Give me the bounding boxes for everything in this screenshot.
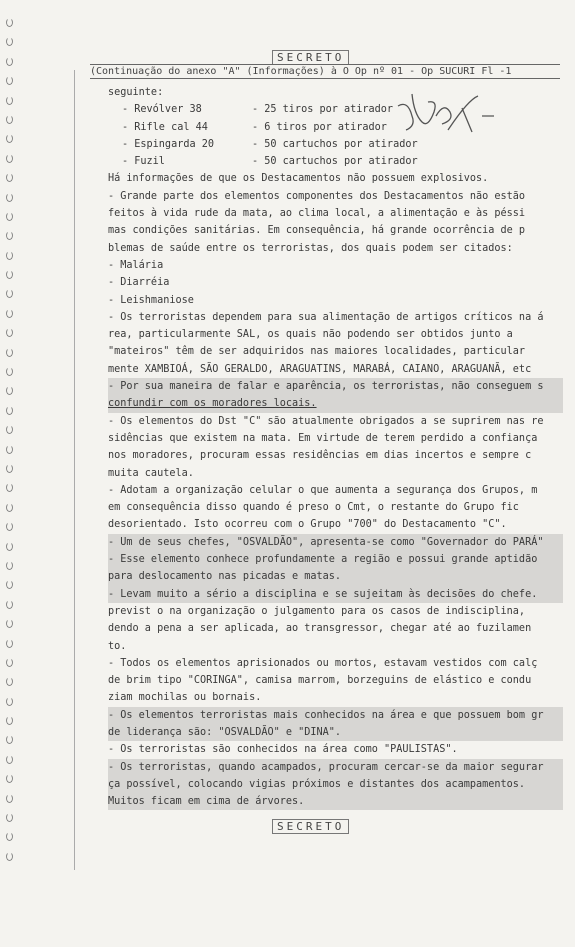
ammo-amount: - 50 cartuchos por atirador (252, 156, 418, 168)
text-line: ziam mochilas ou bornais. (108, 692, 262, 704)
text-line: - Todos os elementos aprisionados ou mortos, estavam vestidos com calç (108, 657, 538, 669)
highlighted-line: - Os elementos terroristas mais conhecidos na área e que possuem bom gr (108, 707, 563, 724)
weapon-name: - Revólver 38 (122, 104, 202, 116)
text-line: to. (108, 640, 127, 652)
text-line: desorientado. Isto ocorreu com o Grupo "700" do Destacamento "C". (108, 519, 507, 531)
weapon-name: - Fuzil (122, 156, 165, 168)
text-line: Há informações de que os Destacamentos não possuem explosivos. (108, 173, 489, 185)
highlighted-line: - Os terroristas, quando acampados, procuram cercar-se da maior segurar (108, 759, 563, 776)
text-line: - Adotam a organização celular o que aumenta a segurança dos Grupos, m (108, 484, 538, 496)
text-line: muita cautela. (108, 467, 194, 479)
text-line: - Os terroristas são conhecidos na área como "PAULISTAS". (108, 744, 458, 756)
highlighted-line: - Levam muito a sério a disciplina e se sujeitam às decisões do chefe. (108, 586, 563, 603)
disease-item: - Diarréia (108, 277, 170, 289)
ammo-amount: - 50 cartuchos por atirador (252, 138, 418, 150)
disease-item: - Malária (108, 259, 164, 271)
ammo-row (108, 101, 563, 118)
text-line: - Os elementos do Dst "C" são atualmente obrigados a se suprirem nas re (108, 415, 544, 427)
highlighted-line: de liderança são: "OSVALDÃO" e "DINA". (108, 724, 563, 741)
text-line: - Os terroristas dependem para sua alimentação de artigos críticos na á (108, 311, 544, 323)
text-line: sidências que existem na mata. Em virtude de terem perdido a confiança (108, 432, 538, 444)
binding-holes (0, 18, 22, 918)
document-body (108, 84, 563, 810)
text-line: dendo a pena a ser aplicada, ao transgressor, chegar até ao fuzilamen (108, 623, 532, 635)
highlighted-line: confundir com os moradores locais. (108, 395, 563, 412)
ammo-row (108, 136, 563, 153)
highlighted-line: para deslocamento nas picadas e matas. (108, 568, 563, 585)
text-line: em consequência disso quando é preso o Cmt, o restante do Grupo fic (108, 502, 519, 514)
text-line: de brim tipo "CORINGA", camisa marrom, borzeguins de elástico e condu (108, 675, 532, 687)
text-line: feitos à vida rude da mata, ao clima local, a alimentação e às péssi (108, 208, 526, 220)
ammo-row (108, 119, 563, 136)
text-line: mas condições sanitárias. Em consequência, há grande ocorrência de p (108, 225, 526, 237)
text-line: rea, particularmente SAL, os quais não podendo ser obtidos junto a (108, 329, 513, 341)
margin-line (74, 70, 75, 870)
classification-stamp-bottom: SECRETO (272, 819, 349, 834)
text-line: - Grande parte dos elementos componentes dos Destacamentos não estão (108, 190, 526, 202)
text-line: previst o na organização o julgamento para os casos de indisciplina, (108, 605, 526, 617)
text-line: nos moradores, procuram essas residências em dias incertos e sempre c (108, 450, 532, 462)
text-line: mente XAMBIOÁ, SÃO GERALDO, ARAGUATINS, MARABÁ, CAIANO, ARAGUANÃ, etc (108, 363, 532, 375)
weapon-name: - Rifle cal 44 (122, 121, 208, 133)
highlighted-line: - Um de seus chefes, "OSVALDÃO", apresenta-se como "Governador do PARÁ" (108, 534, 563, 551)
highlighted-line: ça possível, colocando vigias próximos e distantes dos acampamentos. (108, 776, 563, 793)
disease-item: - Leishmaniose (108, 294, 194, 306)
highlighted-line: - Esse elemento conhece profundamente a região e possui grande aptidão (108, 551, 563, 568)
highlighted-line: - Por sua maneira de falar e aparência, os terroristas, não conseguem s (108, 378, 563, 395)
weapon-name: - Espingarda 20 (122, 138, 215, 150)
text-line: "mateiros" têm de ser adquiridos nas maiores localidades, particular (108, 346, 526, 358)
intro-text: seguinte: (108, 87, 164, 98)
document-header: (Continuação do anexo "A" (Informações) à O Op nº 01 - Op SUCURI Fl -1 (90, 64, 560, 79)
ammo-amount: - 6 tiros por atirador (252, 121, 387, 133)
highlighted-line: Muitos ficam em cima de árvores. (108, 793, 563, 810)
classification-stamp-top: SECRETO (272, 50, 349, 65)
text-line: blemas de saúde entre os terroristas, dos quais podem ser citados: (108, 242, 513, 254)
ammo-amount: - 25 tiros por atirador (252, 104, 394, 116)
ammo-row (108, 153, 563, 170)
